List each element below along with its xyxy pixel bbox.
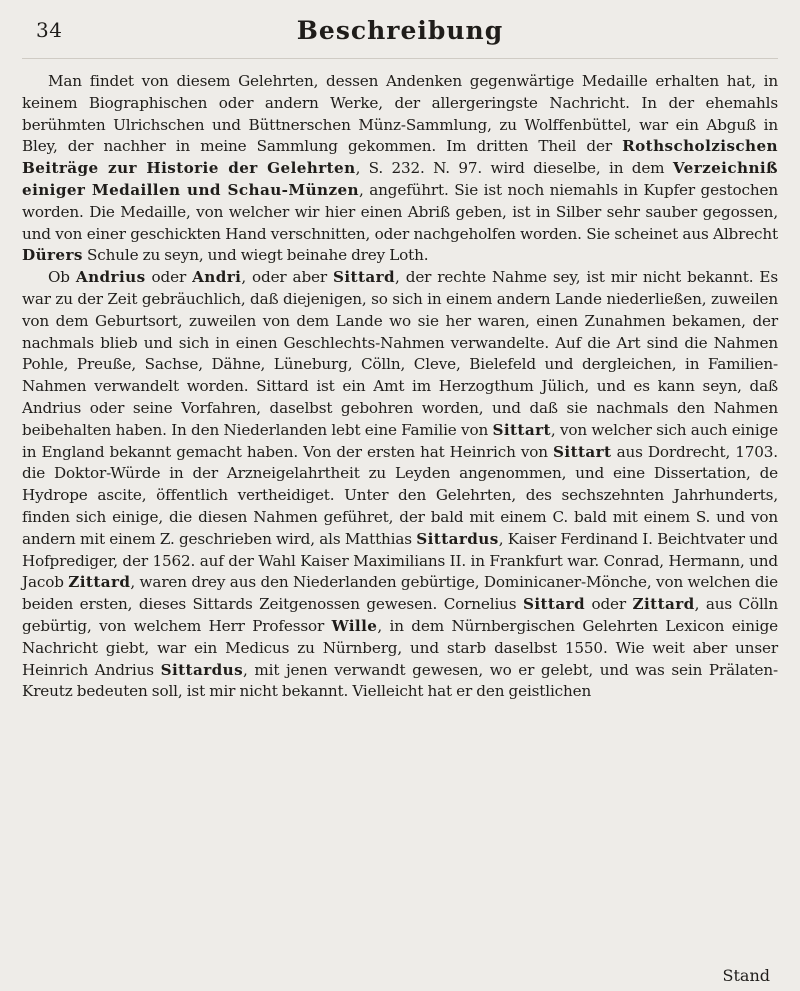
text-run: , aus Cölln gebürtig, von welchem Herr Professor: [22, 595, 779, 635]
text-run: , in dem Nürnbergischen Gelehrten Lexicon einige Nachricht giebt, war ein Medicus zu Nürnberg, und starb daselbst 1550. Wie weit aber unser Heinrich Andrius: [22, 616, 778, 679]
text-run: , angeführt. Sie ist noch niemahls in Kupfer gestochen worden. Die Medaille, von welcher wir hier einen Abriß geben, ist in Silber sehr sauber gegossen, und von einer geschickten Hand verschnitten, oder nachgeholfen worden. Sie scheinet aus Albrecht: [22, 180, 778, 243]
emphasis-name: Wille: [331, 616, 378, 635]
text-run: aus Dordrecht, 1703. die Doktor-Würde in der Arzneigelahrtheit zu Leyden angenommen, und eine Dissertation, de Hydrope ascite, öffentlich vertheidiget. Unter den Gelehrten, des sechszehnten Jahrhunderts, finden sich einige, die diesen Nahmen geführet, der bald mit einem C. bald mit einem S. und von andern mit einem Z. geschrieben wird, als Matthias: [22, 442, 778, 548]
paragraph-2: [22, 267, 778, 703]
emphasis-name: Sittart: [492, 420, 551, 439]
text-run: oder: [591, 595, 626, 614]
emphasis-title: Verzeichniß einiger Medaillen und Schau-Münzen: [22, 159, 778, 199]
emphasis-name: Sittardus: [160, 660, 244, 679]
text-run: Schule zu seyn, und wiegt beinahe drey Loth.: [87, 246, 429, 265]
text-run: , oder aber: [241, 268, 327, 287]
running-head: [22, 16, 778, 59]
text-run: , Kaiser Ferdinand I. Beichtvater und Hofprediger, der 1562. auf der Wahl Kaiser Maximilians II. in Frankfurt war. Conrad, Hermann, und Jacob: [22, 529, 778, 592]
emphasis-name: Zittard: [632, 595, 695, 614]
text-run: oder: [151, 268, 187, 287]
text-run: Man findet von diesem Gelehrten, dessen Andenken gegenwärtige Medaille erhalten hat, in keinem Biographischen oder andern Werke, der allergeringste Nachricht. In der ehemahls berühmten Ulrichschen und Büttnerschen Münz-Sammlung, zu Wolffenbüttel, war ein Abguß in Bley, der nachher in meine Sammlung gekommen. Im dritten Theil der: [22, 72, 778, 156]
emphasis-name: Zittard: [68, 573, 131, 592]
emphasis-name: Dürers: [22, 246, 83, 265]
text-run: , waren drey aus den Niederlanden gebürtige, Dominicaner-Mönche, von welchen die beiden ersten, dieses Sittards Zeitgenossen gewesen. Cornelius: [22, 573, 778, 614]
emphasis-name: Sittard: [333, 268, 396, 287]
text-run: , von welcher sich auch einige in England bekannt gemacht haben. Von der ersten hat Heinrich von: [22, 420, 779, 461]
text-run: , mit jenen verwandt gewesen, wo er gelebt, und was sein Prälaten-Kreutz bedeuten soll, ist mir nicht bekannt. Vielleicht hat er den geistlichen: [22, 660, 778, 701]
page-heading: Beschreibung: [296, 16, 504, 45]
emphasis-name: Andrius: [75, 268, 146, 287]
emphasis-name: Sittard: [522, 595, 585, 614]
text-run: Ob: [48, 268, 70, 287]
emphasis-name: Sittart: [553, 442, 612, 461]
paragraph-1: [22, 71, 778, 267]
emphasis-name: Sittardus: [416, 529, 499, 548]
text-run: , S. 232. N. 97. wird dieselbe, in dem: [355, 159, 665, 178]
text-run: , der rechte Nahme sey, ist mir nicht bekannt. Es war zu der Zeit gebräuchlich, daß diejenigen, so sich in einem andern Lande niederließen, zuweilen von dem Geburtsort, zuweilen von dem Lande wo sie her waren, einen Zunahmen bekamen, der nachmals blieb und sich in einen Geschlechts-Nahmen verwandelte. Auf die Art sind die Nahmen Pohle, Preuße, Sachse, Dähne, Lüneburg, Cölln, Cleve, Bielefeld und dergleichen, in Familien-Nahmen verwandelt worden. Sittard ist ein Amt im Herzogthum Jülich, und es kann seyn, daß Andrius oder seine Vorfahren, daselbst gebohren worden, und daß sie nachmals den Nahmen beibehalten haben. In den Niederlanden lebt eine Familie von: [22, 268, 778, 439]
emphasis-name: Andri: [192, 268, 242, 287]
page-number: 34: [36, 18, 63, 42]
catchword: Stand: [722, 966, 770, 985]
emphasis-title: Rothscholzischen Beiträge zur Historie der Gelehrten: [22, 137, 778, 178]
